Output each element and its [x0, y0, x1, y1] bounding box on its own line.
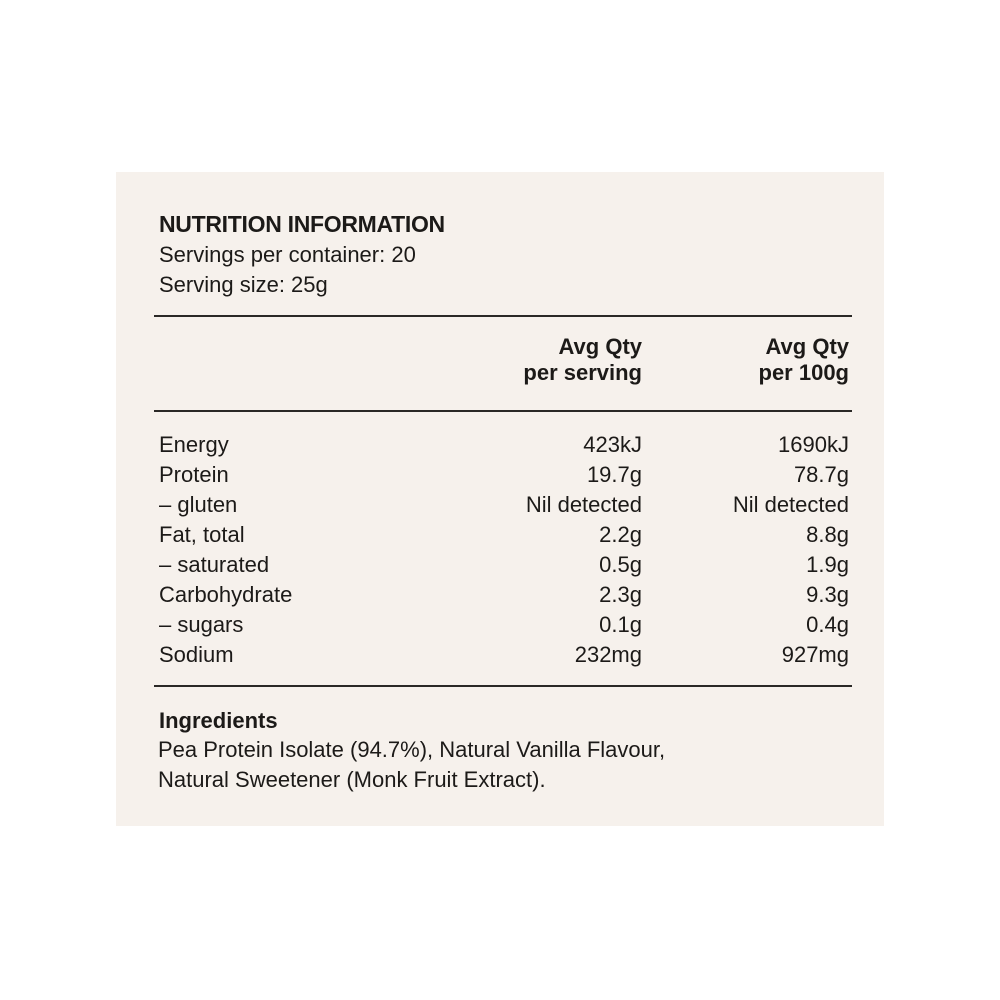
- value-per-serving: 232mg: [574, 642, 642, 667]
- ingredients-title: Ingredients: [159, 708, 278, 733]
- nutrient-table: [159, 430, 849, 670]
- nutrient-name: Energy: [159, 432, 229, 457]
- nutrient-name: – saturated: [159, 552, 270, 577]
- value-per-serving: 19.7g: [586, 462, 642, 487]
- value-per-100g: 1.9g: [806, 552, 849, 577]
- column-header-per-100g: [759, 334, 850, 386]
- ingredients-text: [158, 735, 848, 795]
- value-per-serving: 2.2g: [599, 522, 642, 547]
- value-per-100g: 78.7g: [793, 462, 849, 487]
- servings-per-container: Servings per container: 20: [159, 242, 416, 267]
- nutrient-name: Protein: [159, 462, 229, 487]
- table-row: [159, 550, 849, 580]
- column-header-line: Avg Qty: [558, 334, 642, 359]
- table-row: [159, 460, 849, 490]
- divider-header: [154, 410, 852, 412]
- table-row: [159, 640, 849, 670]
- value-per-100g: 1690kJ: [778, 432, 849, 457]
- panel-title: NUTRITION INFORMATION: [159, 211, 445, 237]
- nutrient-name: Sodium: [159, 642, 234, 667]
- column-header-per-serving: [523, 334, 642, 386]
- value-per-serving: 2.3g: [599, 582, 642, 607]
- table-row: [159, 610, 849, 640]
- value-per-100g: 8.8g: [806, 522, 849, 547]
- value-per-100g: 0.4g: [806, 612, 849, 637]
- ingredients-line: Pea Protein Isolate (94.7%), Natural Vanilla Flavour,: [158, 737, 666, 762]
- value-per-100g: 927mg: [781, 642, 849, 667]
- ingredients-line: Natural Sweetener (Monk Fruit Extract).: [158, 767, 546, 792]
- nutrient-name: – sugars: [159, 612, 244, 637]
- nutrient-name: Carbohydrate: [159, 582, 293, 607]
- table-row: [159, 520, 849, 550]
- column-header-line: per serving: [523, 360, 642, 385]
- nutrient-name: Fat, total: [159, 522, 245, 547]
- value-per-serving: 0.5g: [599, 552, 642, 577]
- nutrient-name: – gluten: [159, 492, 238, 517]
- value-per-serving: 0.1g: [599, 612, 642, 637]
- value-per-serving: Nil detected: [525, 492, 642, 517]
- divider-bottom: [154, 685, 852, 687]
- table-row: [159, 430, 849, 460]
- column-header-line: per 100g: [758, 360, 849, 385]
- serving-size: Serving size: 25g: [159, 272, 328, 297]
- column-header-line: Avg Qty: [765, 334, 849, 359]
- value-per-100g: Nil detected: [732, 492, 849, 517]
- table-row: [159, 580, 849, 610]
- table-row: [159, 490, 849, 520]
- divider-top: [154, 315, 852, 317]
- value-per-100g: 9.3g: [806, 582, 849, 607]
- value-per-serving: 423kJ: [583, 432, 642, 457]
